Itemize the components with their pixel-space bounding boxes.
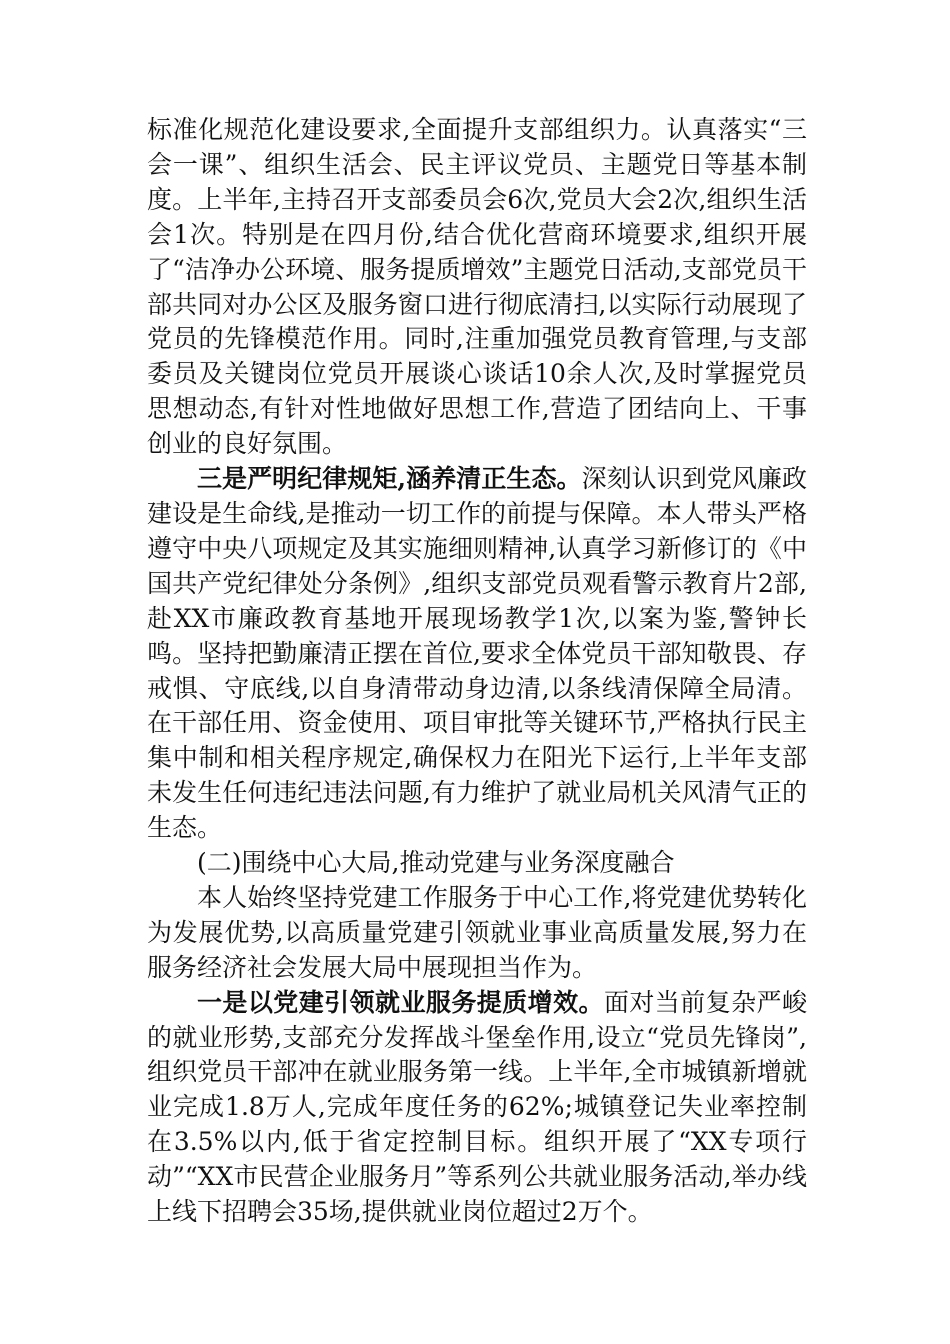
paragraph-text: 面对当前复杂严峻的就业形势,支部充分发挥战斗堡垒作用,设立“党员先锋岗”,组织党员干部冲在就业服务第一线。上半年,全市城镇新增就业完成1.8万人,完成年度任务的62%;城镇登记失业率控制在3.5%以内,低于省定控制目标。组织开展了“XX专项行动”“XX市民营企业服务月”等系列公共就业服务活动,举办线上线下招聘会35场,提供就业岗位超过2万个。	[147, 987, 807, 1227]
document-body	[147, 113, 807, 1230]
paragraph-text: 深刻认识到党风廉政建设是生命线,是推动一切工作的前提与保障。本人带头严格遵守中央八项规定及其实施细则精神,认真学习新修订的《中国共产党纪律处分条例》,组织支部党员观看警示教育片2部,赴XX市廉政教育基地开展现场教学1次,以案为鉴,警钟长鸣。坚持把勤廉清正摆在首位,要求全体党员干部知敬畏、存戒惧、守底线,以自身清带动身边清,以条线清保障全局清。在干部任用、资金使用、项目审批等关键环节,严格执行民主集中制和相关程序规定,确保权力在阳光下运行,上半年支部未发生任何违纪违法问题,有力维护了就业局机关风清气正的生态。	[147, 464, 807, 843]
paragraph-employment	[147, 986, 807, 1230]
paragraph-intro	[147, 881, 807, 986]
paragraph-lead-heading: 三是严明纪律规矩,涵养清正生态。	[197, 464, 582, 494]
paragraph-text: 本人始终坚持党建工作服务于中心工作,将党建优势转化为发展优势,以高质量党建引领就业事业高质量发展,努力在服务经济社会发展大局中展现担当作为。	[147, 882, 807, 982]
paragraph-text: 标准化规范化建设要求,全面提升支部组织力。认真落实“三会一课”、组织生活会、民主评议党员、主题党日等基本制度。上半年,主持召开支部委员会6次,党员大会2次,组织生活会1次。特别是在四月份,结合优化营商环境要求,组织开展了“洁净办公环境、服务提质增效”主题党日活动,支部党员干部共同对办公区及服务窗口进行彻底清扫,以实际行动展现了党员的先锋模范作用。同时,注重加强党员教育管理,与支部委员及关键岗位党员开展谈心谈话10余人次,及时掌握党员思想动态,有针对性地做好思想工作,营造了团结向上、干事创业的良好氛围。	[147, 115, 807, 459]
paragraph-continuation	[147, 113, 807, 462]
section-heading: (二)围绕中心大局,推动党建与业务深度融合	[197, 848, 675, 878]
paragraph-discipline	[147, 462, 807, 846]
paragraph-lead-heading: 一是以党建引领就业服务提质增效。	[197, 987, 604, 1017]
